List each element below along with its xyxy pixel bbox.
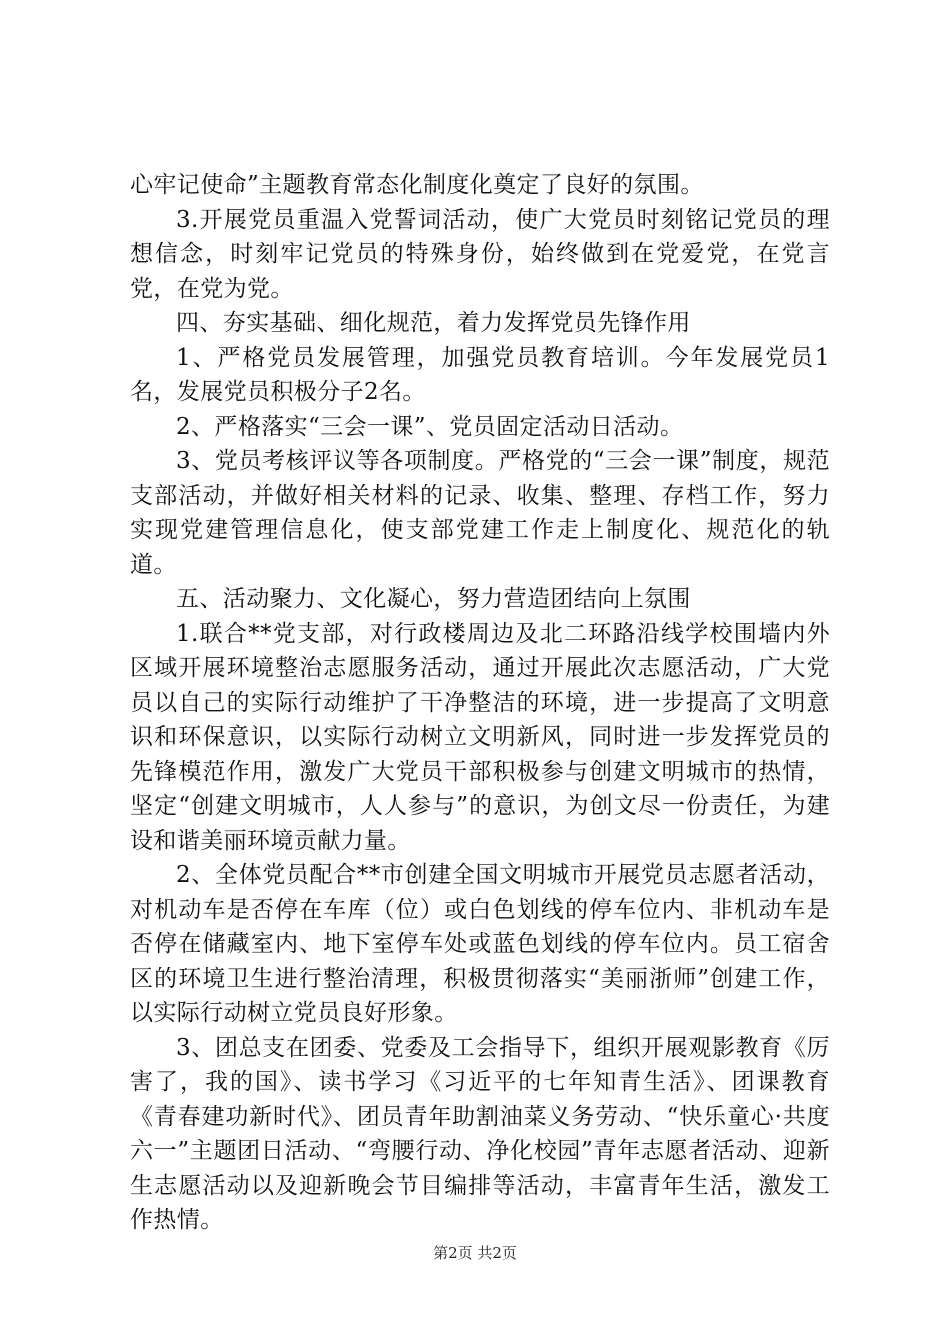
paragraph: 1.联合**党支部，对行政楼周边及北二环路沿线学校围墙内外区域开展环境整治志愿服务活动，通过开展此次志愿活动，广大党员以自己的实际行动维护了干净整洁的环境，进一步提高了文明意识和环保意识，以实际行动树立文明新风，同时进一步发挥党员的先锋模范作用，激发广大党员干部积极参与创建文明城市的热情，坚定“创建文明城市，人人参与”的意识，为创文尽一份责任，为建设和谐美丽环境贡献力量。 <box>130 620 830 854</box>
paragraph: 心牢记使命”主题教育常态化制度化奠定了良好的氛围。 <box>130 172 704 198</box>
paragraph: 2、全体党员配合**市创建全国文明城市开展党员志愿者活动，对机动车是否停在车库（位）或白色划线的停车位内、非机动车是否停在储藏室内、地下室停车处或蓝色划线的停车位内。员工宿舍区的环境卫生进行整治清理，积极贯彻落实“美丽浙师”创建工作，以实际行动树立党员良好形象。 <box>130 862 830 1026</box>
document-body <box>130 168 830 1238</box>
paragraph: 3.开展党员重温入党誓词活动，使广大党员时刻铭记党员的理想信念，时刻牢记党员的特殊身份，始终做到在党爱党，在党言党，在党为党。 <box>130 206 830 302</box>
paragraph: 3、团总支在团委、党委及工会指导下，组织开展观影教育《厉害了，我的国》、读书学习《习近平的七年知青生活》、团课教育《青春建功新时代》、团员青年助割油菜义务劳动、“快乐童心·共度六一”主题团日活动、“弯腰行动、净化校园”青年志愿者活动、迎新生志愿活动以及迎新晚会节目编排等活动，丰富青年生活，激发工作热情。 <box>130 1034 830 1233</box>
paragraph: 3、党员考核评议等各项制度。严格党的“三会一课”制度，规范支部活动，并做好相关材料的记录、收集、整理、存档工作，努力实现党建管理信息化，使支部党建工作走上制度化、规范化的轨道。 <box>130 448 830 578</box>
paragraph: 1、严格党员发展管理，加强党员教育培训。今年发展党员1名，发展党员积极分子2名。 <box>130 344 830 405</box>
page-footer: 第2页 共2页 <box>433 1244 517 1262</box>
section-heading: 四、夯实基础、细化规范，着力发挥党员先锋作用 <box>176 310 691 336</box>
paragraph: 2、严格落实“三会一课”、党员固定活动日活动。 <box>176 413 684 440</box>
section-heading: 五、活动聚力、文化凝心，努力营造团结向上氛围 <box>176 586 691 612</box>
